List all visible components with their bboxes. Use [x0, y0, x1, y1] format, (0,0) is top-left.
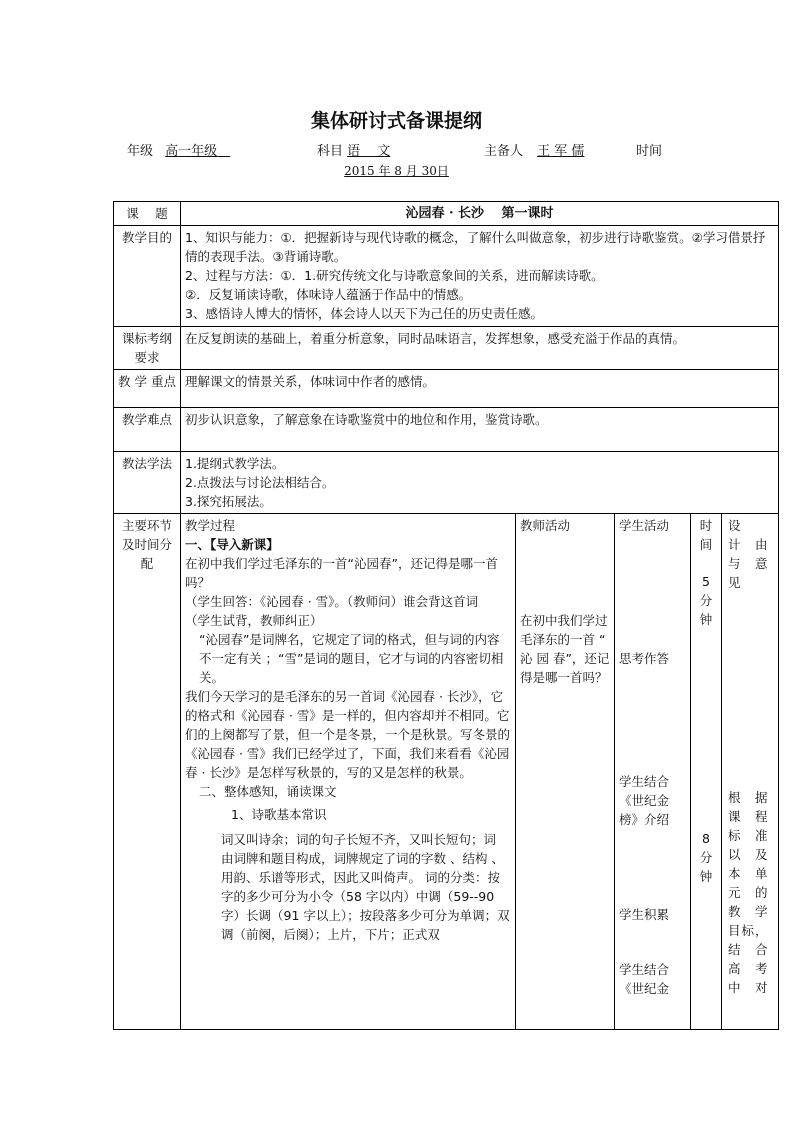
teacher-activity-col	[516, 514, 615, 1030]
date: 2015 年 8 月 30日	[344, 164, 449, 178]
goals-content	[181, 226, 779, 327]
paragraph: 我们今天学习的是毛泽东的另一首词《沁园春 · 长沙》，它的格式和《沁园春 · 雪》是一样的，但内容却并不相同。它们的上阕都写了景，但一个是冬景，一个是秋景。写冬景的《沁园春 · 雪》我们已经学过了，下面，我们来看看《沁园春 · 长沙》是怎样写秋景的，写的又是怎样的秋景。	[185, 689, 511, 780]
key-points-value: 理解课文的情景关系，体味词中作者的感情。	[181, 370, 779, 408]
grade-value: 高一年级	[165, 144, 218, 159]
key-points-label: 教 学 重点	[114, 370, 181, 408]
process-heading: 教学过程	[185, 518, 236, 533]
standard-value: 在反复朗读的基础上，着重分析意象，同时品味语言，发挥想象，感受充溢于作品的真情。	[181, 327, 779, 370]
time-col	[691, 514, 722, 1030]
paragraph: “沁园春”是词牌名，它规定了词的格式，但与词的内容不一定有关 ；“雪”是词的题目，它才与词的内容密切相关。	[199, 632, 504, 685]
student-activity: 学生结合《世纪金	[619, 962, 670, 996]
section-heading: 二、整体感知，诵读课文	[199, 784, 337, 799]
student-activity: 学生结合《世纪金榜》介绍	[619, 774, 670, 827]
preparer-field	[484, 140, 584, 159]
paragraph: （学生回答：《沁园春 · 雪》。（教师问）谁会背这首词	[185, 594, 479, 609]
topic-value: 沁园春 · 长沙 第一课时	[181, 202, 779, 226]
topic-row	[114, 202, 779, 226]
method-line: 3.探究拓展法。	[185, 494, 272, 509]
teacher-activity: 在初中我们学过毛泽东的一首 “ 沁 园 春”，还记得是哪一首吗？	[520, 613, 610, 685]
preparer-label: 主备人	[484, 144, 524, 159]
topic-label: 课 题	[114, 202, 181, 226]
lesson-plan-table	[113, 201, 783, 1030]
process-section-label: 主要环节及时间分配	[114, 514, 181, 1030]
goal-line: ②．反复诵读诗歌，体味诗人蕴涵于作品中的情感。	[185, 287, 472, 302]
difficulties-value: 初步认识意象，了解意象在诗歌鉴赏中的地位和作用，鉴赏诗歌。	[181, 408, 779, 452]
process-content	[181, 514, 516, 1030]
time-field	[636, 140, 662, 159]
methods-label: 教法学法	[114, 452, 181, 514]
difficulties-row	[114, 408, 779, 452]
paragraph: 在初中我们学过毛泽东的一首“沁园春”，还记得是哪一首吗？	[185, 556, 498, 590]
goal-line: 2、过程与方法：①．1.研究传统文化与诗歌意象间的关系，进而解读诗歌。	[185, 268, 604, 283]
goals-label: 教学目的	[114, 226, 181, 327]
goal-line: 3、感悟诗人博大的情怀，体会诗人以天下为己任的历史责任感。	[185, 306, 543, 321]
student-activity-col	[615, 514, 691, 1030]
method-line: 1.提纲式教学法。	[185, 456, 285, 471]
methods-row	[114, 452, 779, 514]
subject-label: 科目	[317, 144, 344, 159]
student-activity: 思考作答	[619, 651, 670, 666]
student-activity: 学生积累	[619, 907, 670, 922]
time-heading: 时间	[699, 518, 713, 552]
method-line: 2.点拨法与讨论法相结合。	[185, 475, 335, 490]
subject-value: 语 文	[347, 144, 391, 159]
difficulties-label: 教学难点	[114, 408, 181, 452]
paragraph: 词又叫诗余；词的句子长短不齐，又叫长短句；词 由词牌和题目构成，词牌规定了词的字数 、结构 、用韵、乐谱等形式，因此又叫倚声。 词的分类：按字的多少可分为小令（58 字以内）中调（59--90 字）长调（91 字以上）；按段落多少可分为单调；双调（前阕，后阕）；上片，下片；正式双	[221, 832, 510, 942]
grade-label: 年级	[127, 144, 154, 159]
goal-line: 1、知识与能力：①．把握新诗与现代诗歌的概念，了解什么叫做意象，初步进行诗歌鉴赏。②学习借景抒情的表现手法。③背诵诗歌。	[185, 230, 766, 264]
design-heading: 设 计 由 与 意见	[728, 518, 783, 590]
design-note: 根 据 课 程 标 准 以 及 本 单 元 的 教 学 目标，结 合 高 考 中 对	[728, 790, 783, 995]
teacher-heading: 教师活动	[520, 518, 571, 533]
subject-field	[317, 140, 390, 159]
page-title: 集体研讨式备课提纲	[310, 110, 482, 132]
paragraph: （学生试背，教师纠正）	[185, 613, 323, 628]
standard-row	[114, 327, 779, 370]
time-label: 时间	[636, 144, 663, 159]
process-row	[114, 514, 779, 1030]
goals-row	[114, 226, 779, 327]
intro-heading: 一、【导入新课】	[185, 537, 279, 552]
methods-content	[181, 452, 779, 514]
design-col	[722, 514, 783, 1030]
time-value: 5	[702, 574, 710, 589]
subsection-heading: 1、诗歌基本常识	[231, 807, 327, 822]
time-value: 8	[702, 831, 710, 846]
time-unit: 分钟	[699, 593, 713, 627]
grade-field	[127, 140, 230, 159]
student-heading: 学生活动	[619, 518, 670, 533]
time-unit: 分钟	[699, 850, 713, 884]
standard-label: 课标考纲要求	[114, 327, 181, 370]
key-points-row	[114, 370, 779, 408]
preparer-value: 王 军 儒	[537, 144, 585, 159]
